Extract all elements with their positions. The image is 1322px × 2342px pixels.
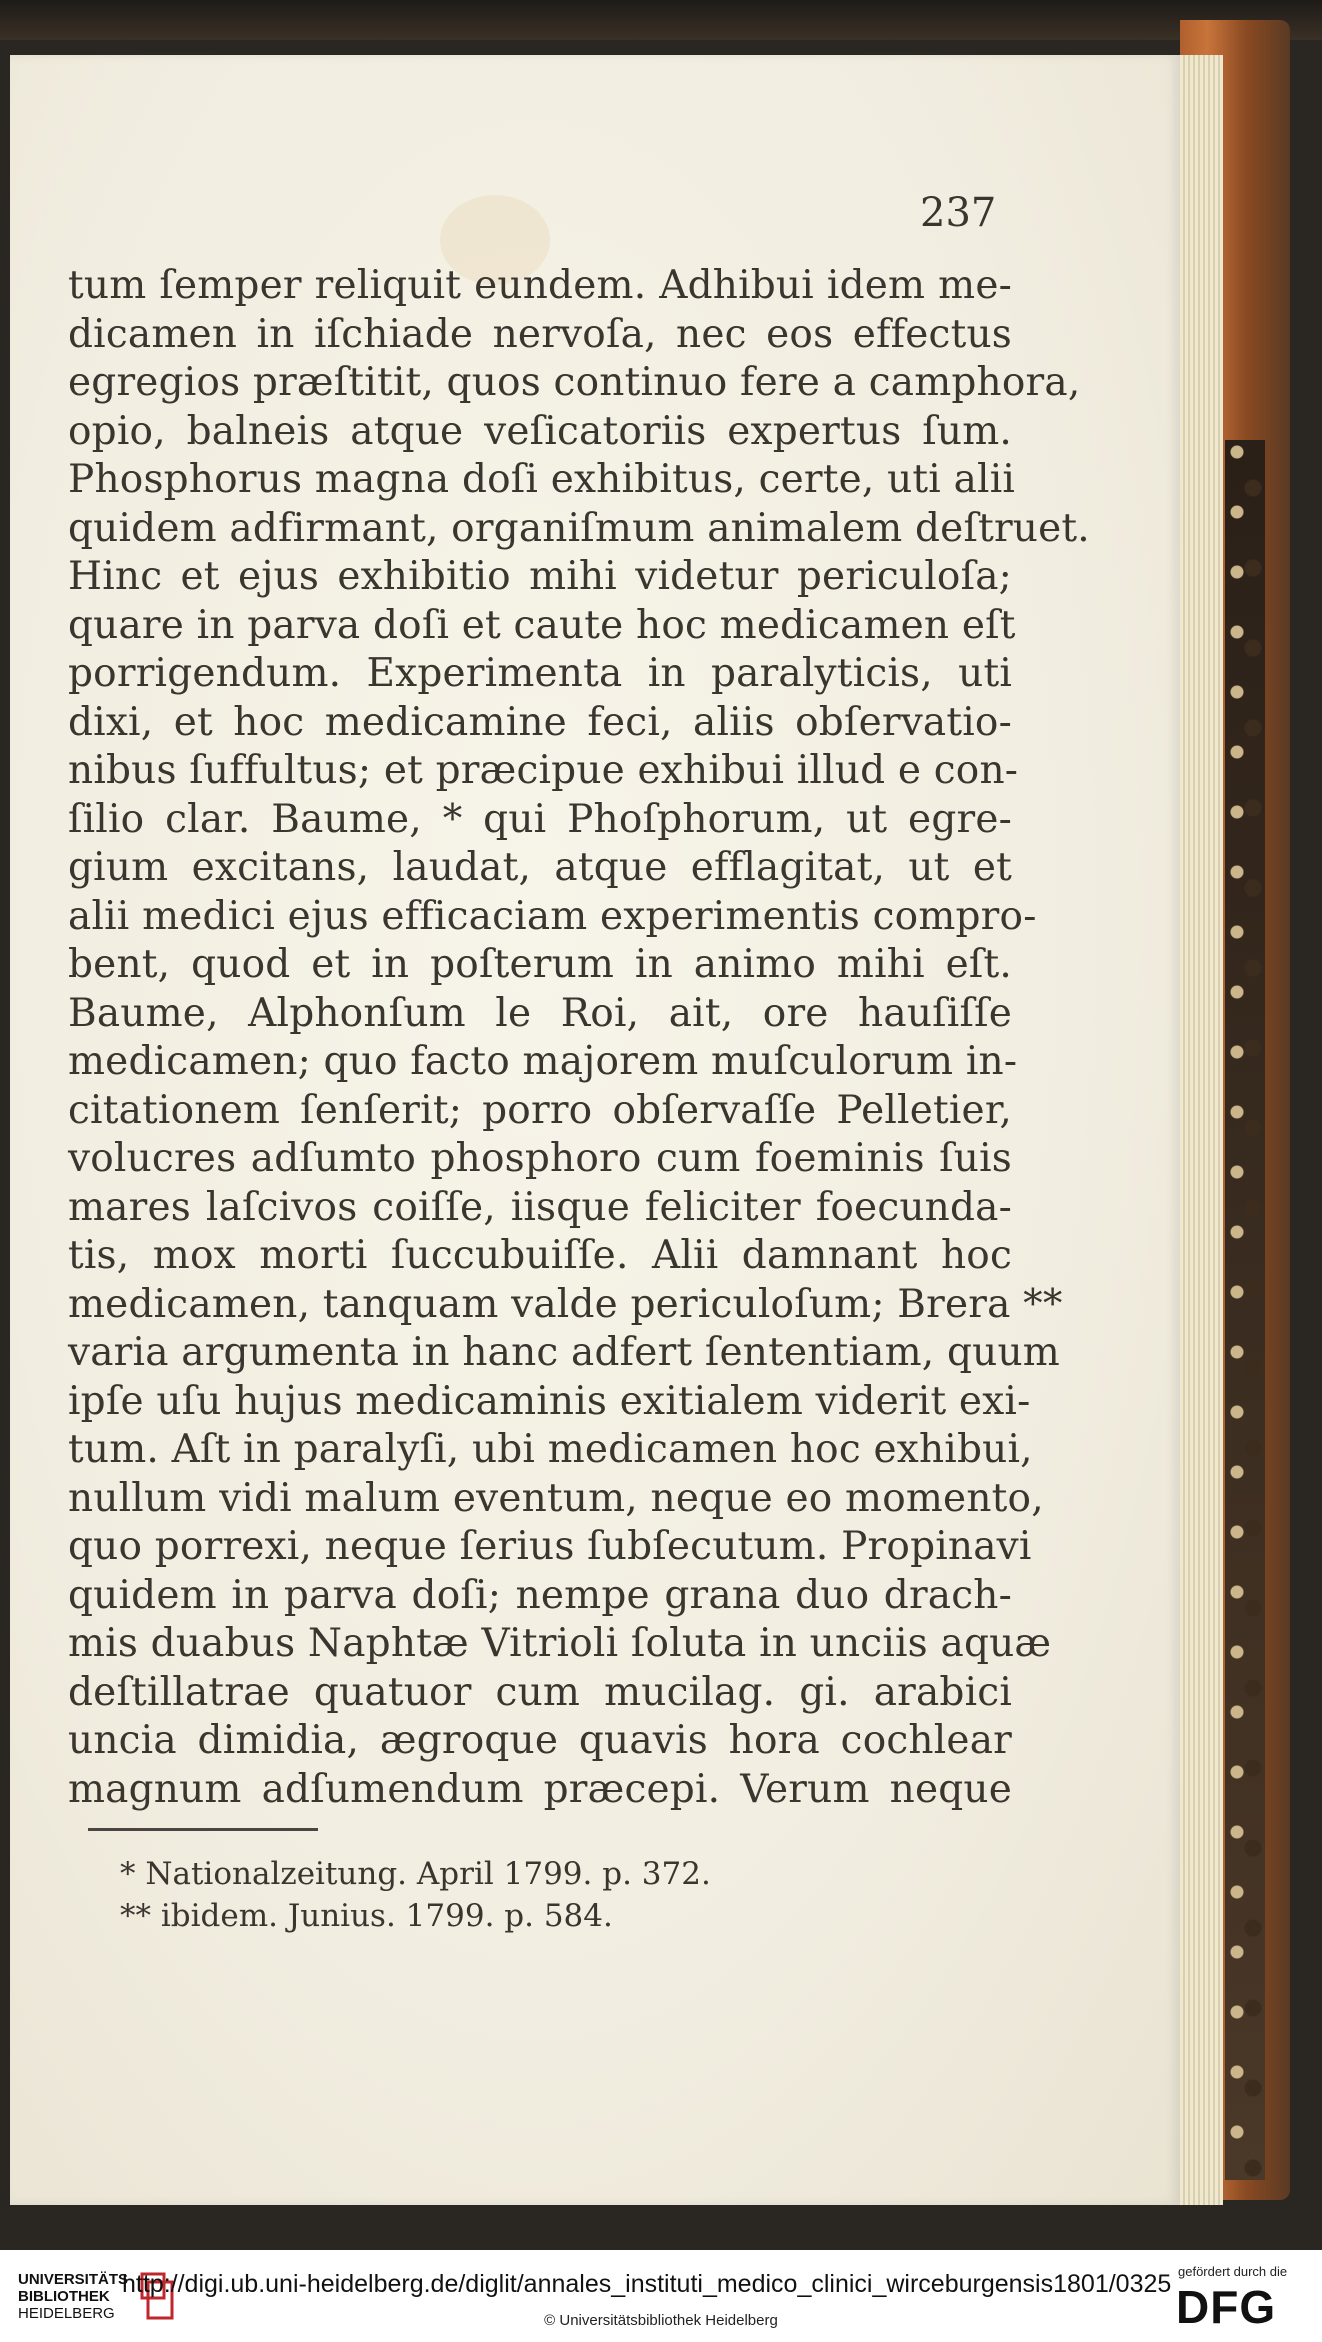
library-name-line: UNIVERSITÄTS bbox=[18, 2271, 129, 2288]
text-line: varia argumenta in hanc adfert ſententiam, quum bbox=[68, 1330, 1060, 1375]
text-line: gium excitans, laudat, atque efflagitat, ut et bbox=[68, 845, 1012, 890]
text-line: quidem adfirmant, organiſmum animalem deſtruet. bbox=[68, 505, 1090, 551]
footnote-rule bbox=[88, 1828, 318, 1831]
text-line: uncia dimidia, ægroque quavis hora cochlear bbox=[68, 1718, 1012, 1763]
page-number: 237 bbox=[920, 190, 997, 236]
text-line: Phosphorus magna doſi exhibitus, certe, uti alii bbox=[68, 457, 1016, 502]
text-line: volucres adſumto phosphoro cum foeminis ſuis bbox=[68, 1136, 1012, 1181]
text-line: mares laſcivos coiſſe, iisque feliciter foecunda- bbox=[68, 1184, 1012, 1230]
text-line: quare in parva doſi et caute hoc medicamen eſt bbox=[68, 602, 1016, 648]
text-line: Hinc et ejus exhibitio mihi videtur periculoſa; bbox=[68, 554, 1012, 599]
text-line: quidem in parva doſi; nempe grana duo drach- bbox=[68, 1572, 1012, 1618]
page-stack-edge bbox=[1175, 55, 1223, 2205]
text-line: tum ſemper reliquit eundem. Adhibui idem me- bbox=[68, 263, 1012, 308]
text-line: ipſe uſu hujus medicaminis exitialem viderit exi- bbox=[68, 1378, 1031, 1424]
text-line: bent, quod et in poſterum in animo mihi eſt. bbox=[68, 942, 1012, 987]
library-name-line: BIBLIOTHEK bbox=[18, 2288, 110, 2305]
viewer-footer bbox=[0, 2250, 1322, 2342]
marbled-cover bbox=[1225, 440, 1265, 2180]
text-line: mis duabus Naphtæ Vitrioli ſoluta in unciis aquæ bbox=[68, 1621, 1052, 1666]
copyright-notice: © Universitätsbibliothek Heidelberg bbox=[544, 2312, 778, 2329]
text-line: citationem ſenſerit; porro obſervaſſe Pelletier, bbox=[68, 1087, 1012, 1133]
dfg-logo[interactable]: DFG bbox=[1176, 2281, 1277, 2333]
permalink-url[interactable]: http://digi.ub.uni-heidelberg.de/diglit/annales_instituti_medico_clinici_wirceburgensis1801/0325 bbox=[122, 2270, 1172, 2298]
text-line: tum. Aſt in paralyſi, ubi medicamen hoc exhibui, bbox=[68, 1427, 1033, 1472]
text-line: egregios præſtitit, quos continuo fere a camphora, bbox=[68, 360, 1081, 405]
book-top-edge bbox=[0, 0, 1322, 40]
text-line: dicamen in iſchiade nervoſa, nec eos effectus bbox=[68, 311, 1012, 357]
text-line: nullum vidi malum eventum, neque eo momento, bbox=[68, 1475, 1044, 1521]
text-line: magnum adſumendum præcepi. Verum neque bbox=[68, 1766, 1012, 1812]
text-line: quo porrexi, neque ſerius ſubſecutum. Propinavi bbox=[68, 1524, 1032, 1569]
text-line: porrigendum. Experimenta in paralyticis, uti bbox=[68, 651, 1012, 696]
text-line: medicamen, tanquam valde periculoſum; Brera ** bbox=[68, 1281, 1063, 1327]
footnote: * Nationalzeitung. April 1799. p. 372. bbox=[120, 1856, 711, 1892]
text-line: dixi, et hoc medicamine feci, aliis obſervatio- bbox=[68, 699, 1012, 745]
text-line: Baume, Alphonſum le Roi, ait, ore hauſiſſe bbox=[68, 990, 1012, 1036]
footnotes bbox=[120, 1853, 711, 1937]
text-line: nibus ſuffultus; et præcipue exhibui illud e con- bbox=[68, 748, 1019, 793]
footnote: ** ibidem. Junius. 1799. p. 584. bbox=[120, 1898, 613, 1934]
text-line: medicamen; quo facto majorem muſculorum in- bbox=[68, 1039, 1018, 1084]
text-line: deſtillatrae quatuor cum mucilag. gi. arabici bbox=[68, 1669, 1012, 1715]
library-name-line: HEIDELBERG bbox=[18, 2305, 115, 2322]
text-line: ſilio clar. Baume, * qui Phoſphorum, ut egre- bbox=[68, 796, 1012, 842]
page-body-text bbox=[68, 262, 1090, 1814]
text-line: alii medici ejus efficaciam experimentis compro- bbox=[68, 893, 1037, 939]
text-line: tis, mox morti ſuccubuiſſe. Alii damnant hoc bbox=[68, 1233, 1012, 1278]
funding-label: gefördert durch die bbox=[1178, 2264, 1288, 2279]
text-line: opio, balneis atque veſicatoriis expertus ſum. bbox=[68, 408, 1012, 454]
